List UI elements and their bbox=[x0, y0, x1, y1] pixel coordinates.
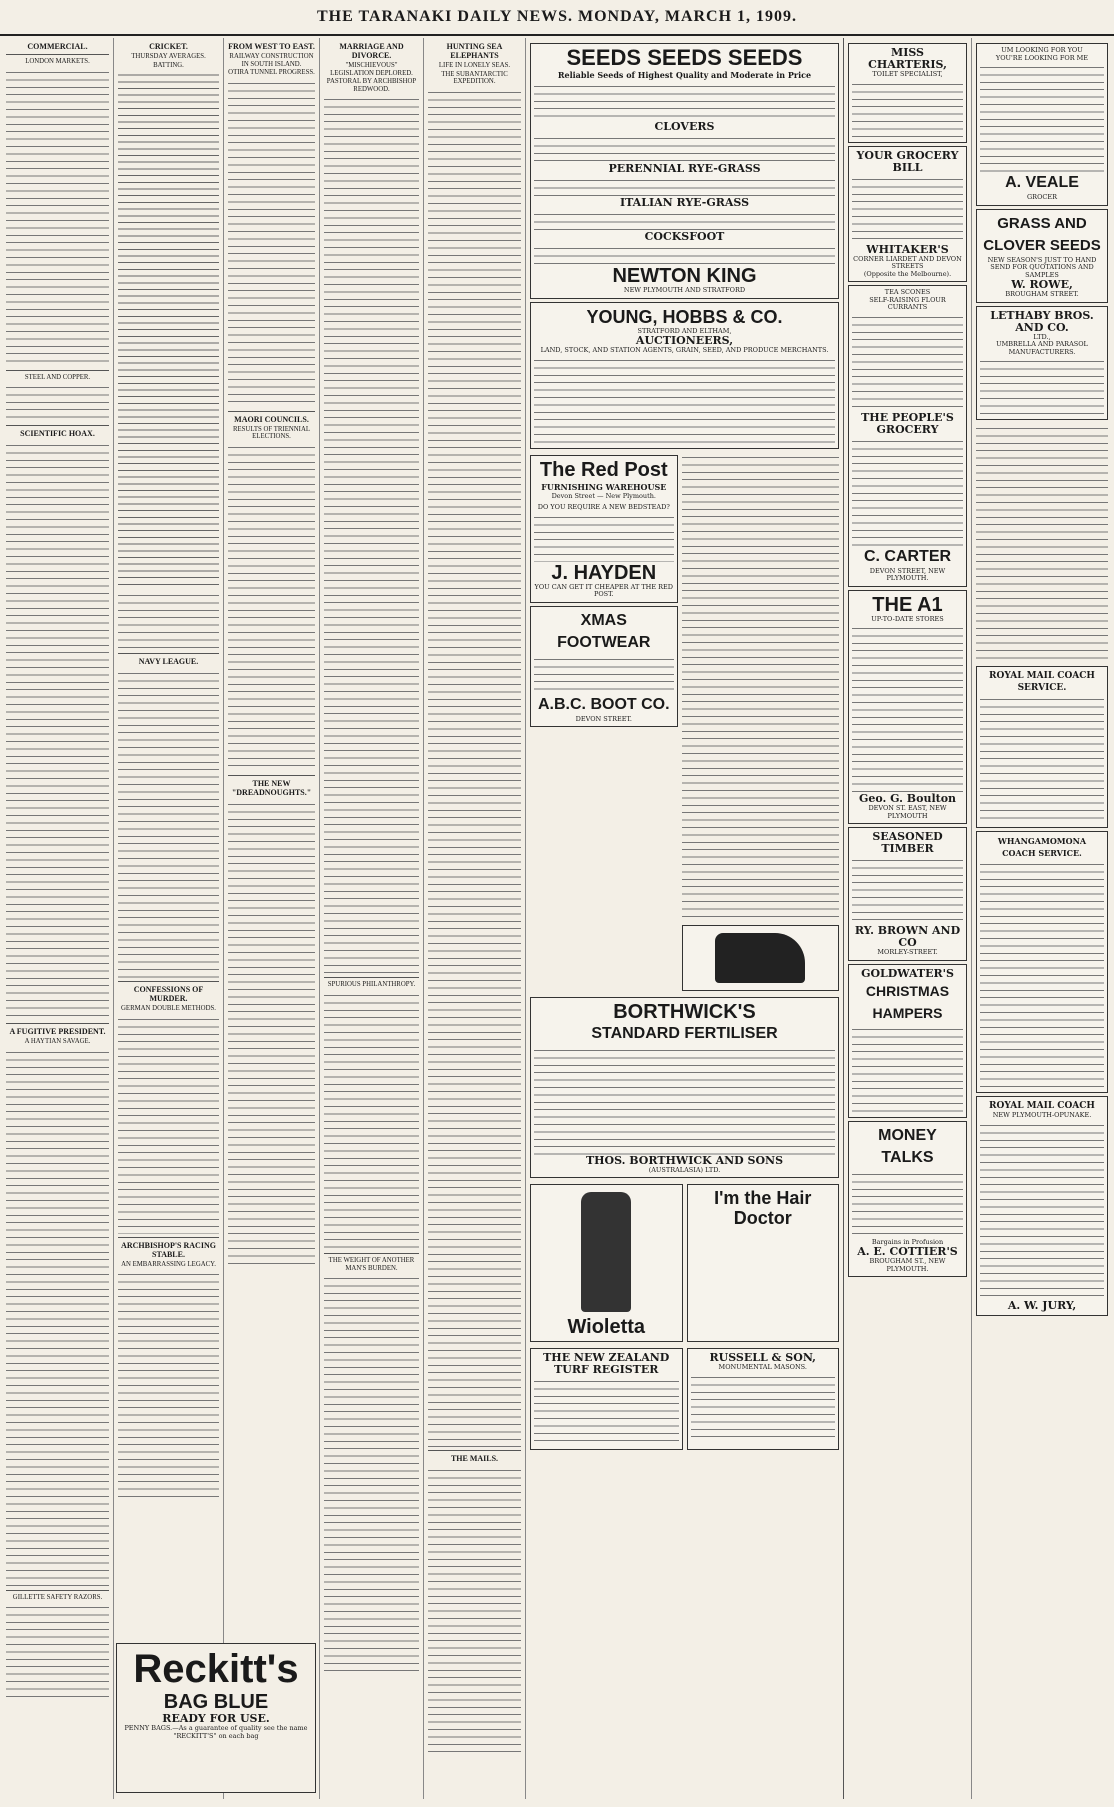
column-west-east bbox=[224, 38, 320, 1799]
grocery-title: YOUR GROCERY BILL bbox=[856, 148, 959, 174]
veale-sub: GROCER bbox=[1026, 193, 1058, 201]
subheading-lonely-seas: LIFE IN LONELY SEAS. bbox=[438, 62, 511, 69]
ad-turf-register bbox=[530, 1348, 683, 1450]
subheading-steel-copper: STEEL AND COPPER. bbox=[24, 373, 91, 381]
heading-mails: THE MAILS. bbox=[450, 1453, 499, 1463]
heading-west-east: FROM WEST TO EAST. bbox=[228, 42, 315, 51]
heading-dreadnoughts: THE NEW "DREADNOUGHTS." bbox=[231, 778, 312, 797]
coach3-title: ROYAL MAIL COACH bbox=[989, 1101, 1095, 1111]
currants: CURRANTS bbox=[887, 303, 928, 311]
ad-area bbox=[526, 38, 844, 1799]
lethaby-sub2: UMBRELLA AND PARASOL MANUFACTURERS. bbox=[996, 340, 1088, 356]
subheading-batting: BATTING. bbox=[153, 61, 184, 69]
ad-young-hobbs bbox=[530, 302, 839, 449]
redpost-title: The Red Post bbox=[539, 458, 668, 481]
xmas-title: XMAS FOOTWEAR bbox=[557, 611, 651, 651]
ad-text bbox=[852, 623, 963, 793]
article-text bbox=[6, 382, 109, 422]
charteris-sub: TOILET SPECIALIST, bbox=[872, 70, 943, 78]
masthead: THE TARANAKI DAILY NEWS. MONDAY, MARCH 1, 1909. bbox=[0, 0, 1114, 36]
article-text bbox=[428, 87, 521, 1447]
a1-sub: UP-TO-DATE STORES bbox=[871, 614, 944, 623]
ad-red-post bbox=[530, 455, 678, 603]
ad-text bbox=[852, 1024, 963, 1114]
money-title: MONEY TALKS bbox=[878, 1126, 937, 1166]
mails-text bbox=[428, 1465, 521, 1755]
article-text bbox=[324, 94, 419, 974]
grass-title: GRASS AND CLOVER SEEDS bbox=[983, 214, 1101, 254]
redpost-addr: Devon Street — New Plymouth. bbox=[551, 491, 656, 500]
ad-text bbox=[852, 174, 963, 244]
turf-title: THE NEW ZEALAND TURF REGISTER bbox=[543, 1351, 670, 1376]
subheading-legacy: AN EMBARRASSING LEGACY. bbox=[121, 1260, 216, 1268]
subheading-elections: RESULTS OF TRIENNIAL ELECTIONS. bbox=[232, 425, 311, 441]
ad-text bbox=[534, 654, 674, 694]
ad-text bbox=[534, 512, 674, 562]
ad-russell bbox=[687, 1348, 840, 1450]
ad-looking-for-you bbox=[976, 43, 1108, 206]
thos-sub: (AUSTRALASIA) LTD. bbox=[648, 1165, 721, 1174]
ad-text bbox=[534, 243, 835, 265]
subheading-philanthropy: SPURIOUS PHILANTHROPY. bbox=[327, 981, 416, 989]
veale-title: A. VEALE bbox=[1005, 174, 1079, 191]
ad-charteris bbox=[848, 43, 967, 143]
article-text bbox=[118, 668, 219, 978]
charteris-title: MISS CHARTERIS, bbox=[868, 46, 947, 71]
italian-rye: ITALIAN RYE-GRASS bbox=[619, 196, 750, 209]
ad-goldwater bbox=[848, 964, 967, 1118]
ad-lethaby bbox=[976, 306, 1108, 421]
young-sub3: LAND, STOCK, AND STATION AGENTS, GRAIN, SEED, AND PRODUCE MERCHANTS. bbox=[540, 346, 829, 354]
grass-sub: NEW SEASON'S JUST TO HAND bbox=[987, 255, 1097, 264]
hayden-sub: YOU CAN GET IT CHEAPER AT THE RED POST. bbox=[534, 582, 674, 598]
heading-marriage: MARRIAGE AND DIVORCE. bbox=[339, 42, 404, 60]
article-text bbox=[324, 990, 419, 1250]
ad-text bbox=[852, 855, 963, 925]
ad-royal-mail-2 bbox=[976, 1096, 1108, 1316]
ad-text bbox=[534, 355, 835, 445]
ad-text bbox=[980, 356, 1104, 416]
coach2-title: WHANGAMOMONA COACH SERVICE. bbox=[997, 836, 1087, 858]
whitaker-sub: CORNER LIARDET AND DEVON STREETS bbox=[853, 254, 962, 270]
whitaker-title: WHITAKER'S bbox=[866, 242, 949, 256]
goldwater-title: GOLDWATER'S bbox=[861, 966, 954, 980]
heading-fugitive-president: A FUGITIVE PRESIDENT. bbox=[9, 1027, 106, 1037]
boulton-title: Geo. G. Boulton bbox=[858, 792, 957, 805]
ad-text bbox=[534, 1045, 835, 1155]
subheading-burden: THE WEIGHT OF ANOTHER MAN'S BURDEN. bbox=[328, 1256, 415, 1272]
ad-text bbox=[980, 62, 1104, 172]
brown-sub: MORLEY-STREET. bbox=[877, 948, 938, 956]
ad-row bbox=[530, 1181, 839, 1345]
heading-sea-elephants: HUNTING SEA ELEPHANTS bbox=[446, 42, 503, 60]
redpost-question: DO YOU REQUIRE A NEW BEDSTEAD? bbox=[537, 503, 670, 511]
ad-boot-image bbox=[682, 925, 839, 991]
clovers: CLOVERS bbox=[654, 120, 715, 133]
ad-borthwick bbox=[530, 997, 839, 1179]
column-cricket bbox=[114, 38, 224, 1799]
russell-title: RUSSELL & SON, bbox=[709, 1351, 817, 1364]
scones: TEA SCONES bbox=[884, 288, 931, 296]
christmas-title: CHRISTMAS HAMPERS bbox=[865, 982, 950, 1021]
subheading-pastoral: PASTORAL BY ARCHBISHOP REDWOOD. bbox=[326, 78, 417, 93]
lethaby-title: LETHABY BROS. AND CO. bbox=[990, 308, 1094, 334]
subheading-railway: RAILWAY CONSTRUCTION IN SOUTH ISLAND. bbox=[229, 53, 314, 68]
coach1-title: ROYAL MAIL COACH SERVICE. bbox=[989, 671, 1095, 693]
bargains: Bargains in Profusion bbox=[871, 1237, 944, 1246]
ad-money-talks bbox=[848, 1121, 967, 1278]
coach3-sub: NEW PLYMOUTH-OPUNAKE. bbox=[992, 1111, 1092, 1119]
article-text bbox=[976, 423, 1108, 663]
ad-text bbox=[852, 312, 963, 412]
ad-text bbox=[852, 1169, 963, 1239]
heading-racing-stable: ARCHBISHOP'S RACING STABLE. bbox=[121, 1240, 216, 1259]
column-sea-elephants bbox=[424, 38, 526, 1799]
article-text bbox=[228, 442, 315, 772]
reckitt-sub: BAG BLUE bbox=[163, 1691, 269, 1713]
heading-maori-councils: MAORI COUNCILS. bbox=[234, 414, 309, 424]
ad-col-left bbox=[530, 452, 678, 994]
article-text bbox=[6, 440, 109, 1020]
ad-text bbox=[534, 1376, 679, 1446]
reckitt-title: Reckitt's bbox=[133, 1647, 299, 1691]
batting-table bbox=[118, 70, 219, 590]
subheading-legislation: "MISCHIEVOUS" LEGISLATION DEPLORED. bbox=[330, 62, 413, 77]
a1-title: THE A1 bbox=[872, 593, 943, 616]
article-text bbox=[118, 590, 219, 650]
column-commercial bbox=[2, 38, 114, 1799]
ad-peoples-grocery bbox=[848, 285, 967, 587]
ad-whangamomona bbox=[976, 831, 1108, 1093]
borthwick-title: BORTHWICK'S bbox=[613, 1000, 756, 1023]
ad-text bbox=[691, 1372, 836, 1442]
heading-commercial: COMMERCIAL. bbox=[27, 42, 88, 51]
timber-title: SEASONED TIMBER bbox=[872, 830, 943, 855]
subheading-averages: THURSDAY AVERAGES. bbox=[131, 53, 206, 60]
ad-gillette: GILLETTE SAFETY RAZORS. bbox=[12, 1593, 103, 1601]
ad-text bbox=[534, 81, 835, 121]
russell-sub: MONUMENTAL MASONS. bbox=[718, 1363, 807, 1371]
young-title: YOUNG, HOBBS & CO. bbox=[586, 306, 783, 327]
ad-timber bbox=[848, 827, 967, 961]
column-marriage bbox=[320, 38, 424, 1799]
carter-sub: DEVON STREET, NEW PLYMOUTH. bbox=[869, 566, 946, 582]
heading-confessions: CONFESSIONS OF MURDER. bbox=[133, 985, 204, 1004]
redpost-sub: FURNISHING WAREHOUSE bbox=[541, 481, 667, 492]
heading-navy-league: NAVY LEAGUE. bbox=[138, 657, 199, 667]
bottle-illustration bbox=[581, 1192, 631, 1312]
article-text bbox=[6, 67, 109, 367]
heading-cricket: CRICKET. bbox=[149, 42, 188, 51]
rowe-title: W. ROWE, bbox=[1011, 278, 1073, 291]
newton-sub: NEW PLYMOUTH AND STRATFORD bbox=[623, 286, 746, 294]
whitaker-sub2: (Opposite the Melbourne). bbox=[863, 269, 952, 278]
abc-sub: DEVON STREET. bbox=[575, 714, 632, 723]
ad-hair-doctor bbox=[687, 1184, 840, 1342]
ad-a1 bbox=[848, 590, 967, 825]
article-text bbox=[118, 1014, 219, 1234]
ad-text bbox=[534, 175, 835, 197]
column-ads-right1 bbox=[844, 38, 972, 1799]
looking-sub: YOU'RE LOOKING FOR ME bbox=[995, 53, 1089, 62]
ad-grocery-bill bbox=[848, 146, 967, 283]
peoples-title: THE PEOPLE'S GROCERY bbox=[861, 410, 954, 436]
seeds-title: SEEDS SEEDS SEEDS bbox=[566, 45, 803, 70]
subheading-german: GERMAN DOUBLE METHODS. bbox=[121, 1005, 216, 1013]
article-text bbox=[324, 1273, 419, 1673]
ad-text bbox=[980, 1120, 1104, 1300]
article-text bbox=[228, 799, 315, 1269]
seeds-subtitle: Reliable Seeds of Highest Quality and Moderate in Price bbox=[557, 70, 812, 80]
brown-title: RY. BROWN AND CO bbox=[854, 924, 961, 949]
reckitt-sub2: READY FOR USE. bbox=[162, 1712, 270, 1725]
subheading-london-markets: LONDON MARKETS. bbox=[25, 58, 90, 65]
ad-text bbox=[852, 79, 963, 139]
rye-grass: PERENNIAL RYE-GRASS bbox=[608, 162, 761, 175]
ad-wioletta bbox=[530, 1184, 683, 1342]
carter-title: C. CARTER bbox=[863, 547, 952, 565]
grass-sub2: SEND FOR QUOTATIONS AND SAMPLES bbox=[990, 263, 1094, 279]
hayden-title: J. HAYDEN bbox=[551, 561, 657, 584]
ad-text bbox=[980, 859, 1104, 1089]
cottier-sub: BROUGHAM ST., NEW PLYMOUTH. bbox=[869, 1257, 946, 1273]
ad-seeds bbox=[530, 43, 839, 299]
ad-text bbox=[852, 436, 963, 546]
looking-title: UM LOOKING FOR YOU bbox=[1001, 46, 1083, 54]
thos-title: THOS. BORTHWICK AND SONS bbox=[585, 1153, 784, 1167]
reckitt-foot: PENNY BAGS.—As a guarantee of quality see the name "RECKITT'S" on each bag bbox=[124, 1724, 308, 1740]
flour: SELF-RAISING FLOUR bbox=[869, 295, 946, 304]
column-ads-right2 bbox=[972, 38, 1112, 1799]
ad-row bbox=[530, 1345, 839, 1453]
borthwick-sub: STANDARD FERTILISER bbox=[591, 1024, 778, 1042]
newton-king: NEWTON KING bbox=[612, 265, 757, 287]
subheading-haytian-savage: A HAYTIAN SAVAGE. bbox=[24, 1038, 91, 1046]
article-text bbox=[6, 1047, 109, 1587]
article-text bbox=[682, 452, 839, 922]
article-text bbox=[6, 1602, 109, 1702]
rowe-sub: BROUGHAM STREET. bbox=[1005, 290, 1079, 298]
ad-col-right bbox=[682, 452, 839, 994]
article-text bbox=[118, 1269, 219, 1499]
ad-text bbox=[534, 133, 835, 163]
abc-title: A.B.C. BOOT CO. bbox=[538, 695, 670, 713]
wioletta-title: Wioletta bbox=[567, 1316, 646, 1338]
ad-royal-mail-1 bbox=[976, 666, 1108, 828]
ad-row bbox=[530, 452, 839, 994]
article-text bbox=[228, 78, 315, 408]
subheading-otira: OTIRA TUNNEL PROGRESS. bbox=[228, 69, 315, 77]
ad-text bbox=[980, 694, 1104, 824]
jury-title: A. W. JURY, bbox=[1007, 1298, 1077, 1312]
hair-doctor-title: I'm the Hair Doctor bbox=[714, 1188, 812, 1228]
boulton-sub: DEVON ST. EAST, NEW PLYMOUTH bbox=[868, 804, 947, 820]
ad-reckitts bbox=[116, 1643, 316, 1793]
heading-scientific-hoax: SCIENTIFIC HOAX. bbox=[20, 429, 95, 439]
cottier-title: A. E. COTTIER'S bbox=[857, 1245, 958, 1258]
lethaby-sub: LTD., bbox=[1033, 332, 1051, 341]
young-sub2: AUCTIONEERS, bbox=[635, 334, 734, 347]
subheading-expedition: THE SUBANTARCTIC EXPEDITION. bbox=[441, 70, 508, 86]
ad-xmas-footwear bbox=[530, 606, 678, 728]
cocksfoot: COCKSFOOT bbox=[644, 230, 725, 243]
ad-text bbox=[534, 209, 835, 231]
boot-illustration bbox=[715, 933, 805, 983]
ad-grass-seeds bbox=[976, 209, 1108, 303]
young-sub: STRATFORD AND ELTHAM, bbox=[637, 326, 732, 335]
